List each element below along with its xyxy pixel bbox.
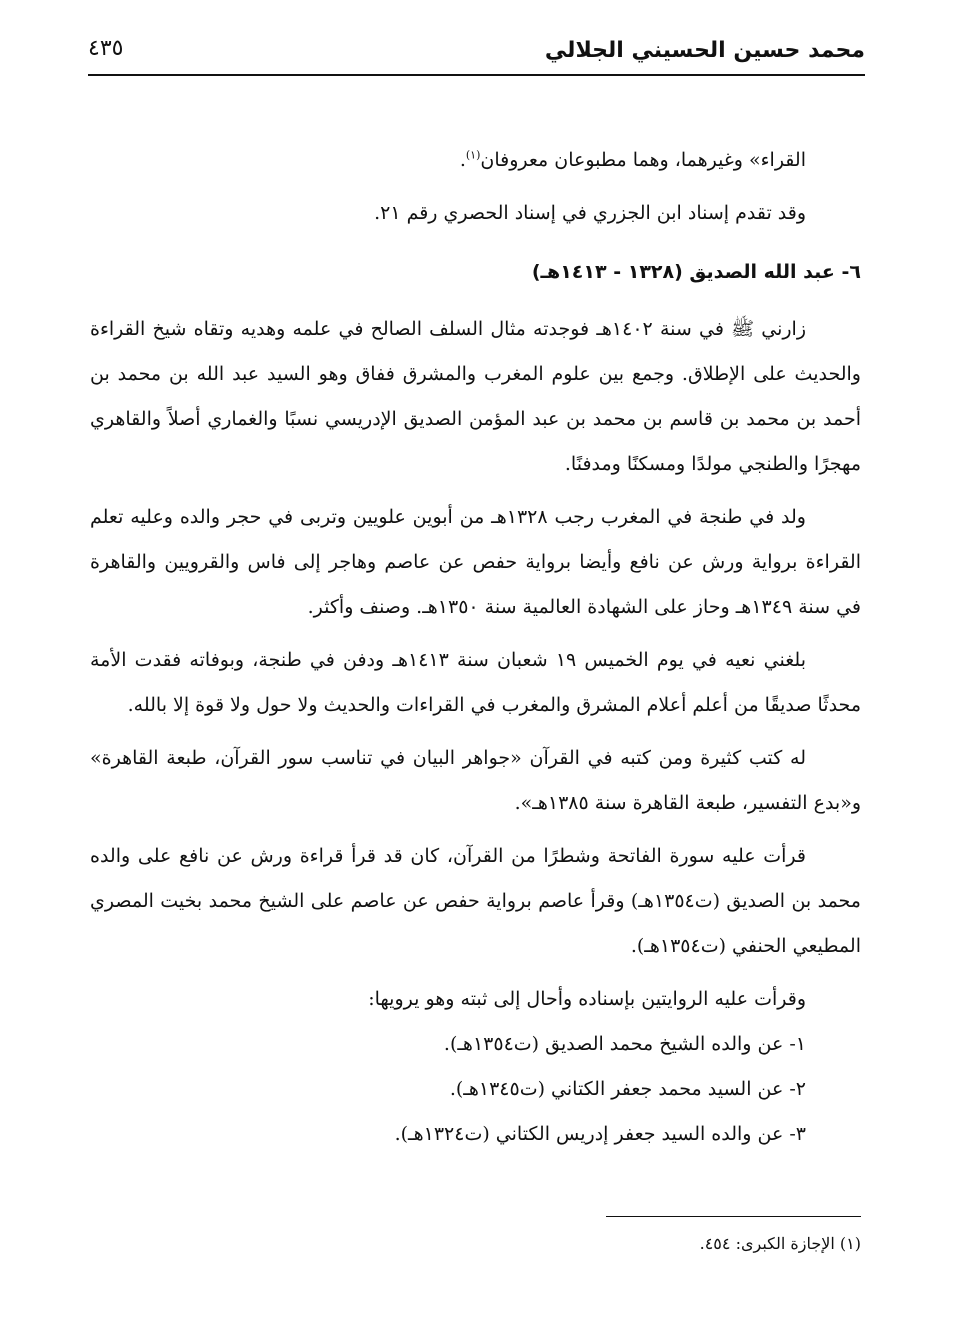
page-header: [88, 30, 865, 74]
list-item: ١- عن والده الشيخ محمد الصديق (ت١٣٥٤هـ).: [443, 1033, 806, 1055]
paragraph: بلغني نعيه في يوم الخميس ١٩ شعبان سنة ١٤١٣هـ ودفن في طنجة، وبوفاته فقدت الأمة محدثًا صديقًا من أعلم أعلام المشرق والمغرب في القراءات والحديث ولا حول ولا قوة إلا بالله.: [90, 649, 861, 716]
paragraph-text: القراء» وغيرهما، وهما مطبوعان معروفان: [480, 149, 806, 171]
paragraph: قرأت عليه سورة الفاتحة وشطرًا من القرآن، كان قد قرأ قراءة ورش عن نافع على والده محمد بن الصديق (ت١٣٥٤هـ) وقرأ عاصم برواية حفص عن عاصم على الشيخ محمد بخيت المصري المطيعي الحنفي (ت١٣٥٤هـ).: [90, 845, 861, 957]
footnote-reference: (١): [465, 148, 481, 162]
paragraph: ولد في طنجة في المغرب رجب ١٣٢٨هـ من أبوين علويين وتربى في حجر والده وعليه تعلم القراءة برواية ورش عن نافع وأيضا برواية حفص عن عاصم وهاجر إلى فاس والقرويين والقاهرة في سنة ١٣٤٩هـ وحاز على الشهادة العالمية سنة ١٣٥٠هـ. وصنف وأكثر.: [90, 506, 861, 618]
paragraph: زارني ﷺ في سنة ١٤٠٢هـ فوجدته مثال السلف الصالح في علمه وهديه وتقاه شيخ القراءة والحديث على الإطلاق. وجمع بين علوم المغرب والمشرق ففاق وهو السيد عبد الله بن محمد بن أحمد بن محمد بن قاسم بن محمد بن عبد المؤمن الصديق الإدريسي نسبًا والغماري أصلاً والقاهري مهجرًا والطنجي مولدًا ومسكنًا ومدفنًا.: [90, 318, 861, 475]
paragraph-continuation: [90, 138, 861, 183]
header-divider: [88, 74, 865, 76]
paragraph: له كتب كثيرة ومن كتبه في القرآن «جواهر البيان في تناسب سور القرآن، طبعة القاهرة» و«بدع التفسير، طبعة القاهرة سنة ١٣٨٥هـ».: [90, 747, 861, 814]
list-item: ٣- عن والده السيد جعفر إدريس الكتاني (ت١٣٢٤هـ).: [394, 1123, 806, 1145]
paragraph: وقد تقدم إسناد ابن الجزري في إسناد الحصري رقم ٢١.: [374, 202, 806, 224]
page-number: ٤٣٥: [88, 36, 124, 61]
main-text: [90, 138, 861, 1157]
running-head-title: محمد حسين الحسيني الجلالي: [544, 38, 865, 63]
footnote: (١) الإجازة الكبرى: ٤٥٤.: [699, 1234, 861, 1253]
footnote-divider: [606, 1216, 861, 1217]
list-item: ٢- عن السيد محمد جعفر الكتاني (ت١٣٤٥هـ).: [449, 1078, 806, 1100]
list-intro: وقرأت عليه الروايتين بإسناده وأحال إلى ثبته وهو يرويها:: [368, 988, 806, 1010]
section-heading: ٦- عبد الله الصديق (١٣٢٨ - ١٤١٣هـ): [531, 261, 861, 283]
paragraph-end-mark: .: [459, 149, 466, 171]
